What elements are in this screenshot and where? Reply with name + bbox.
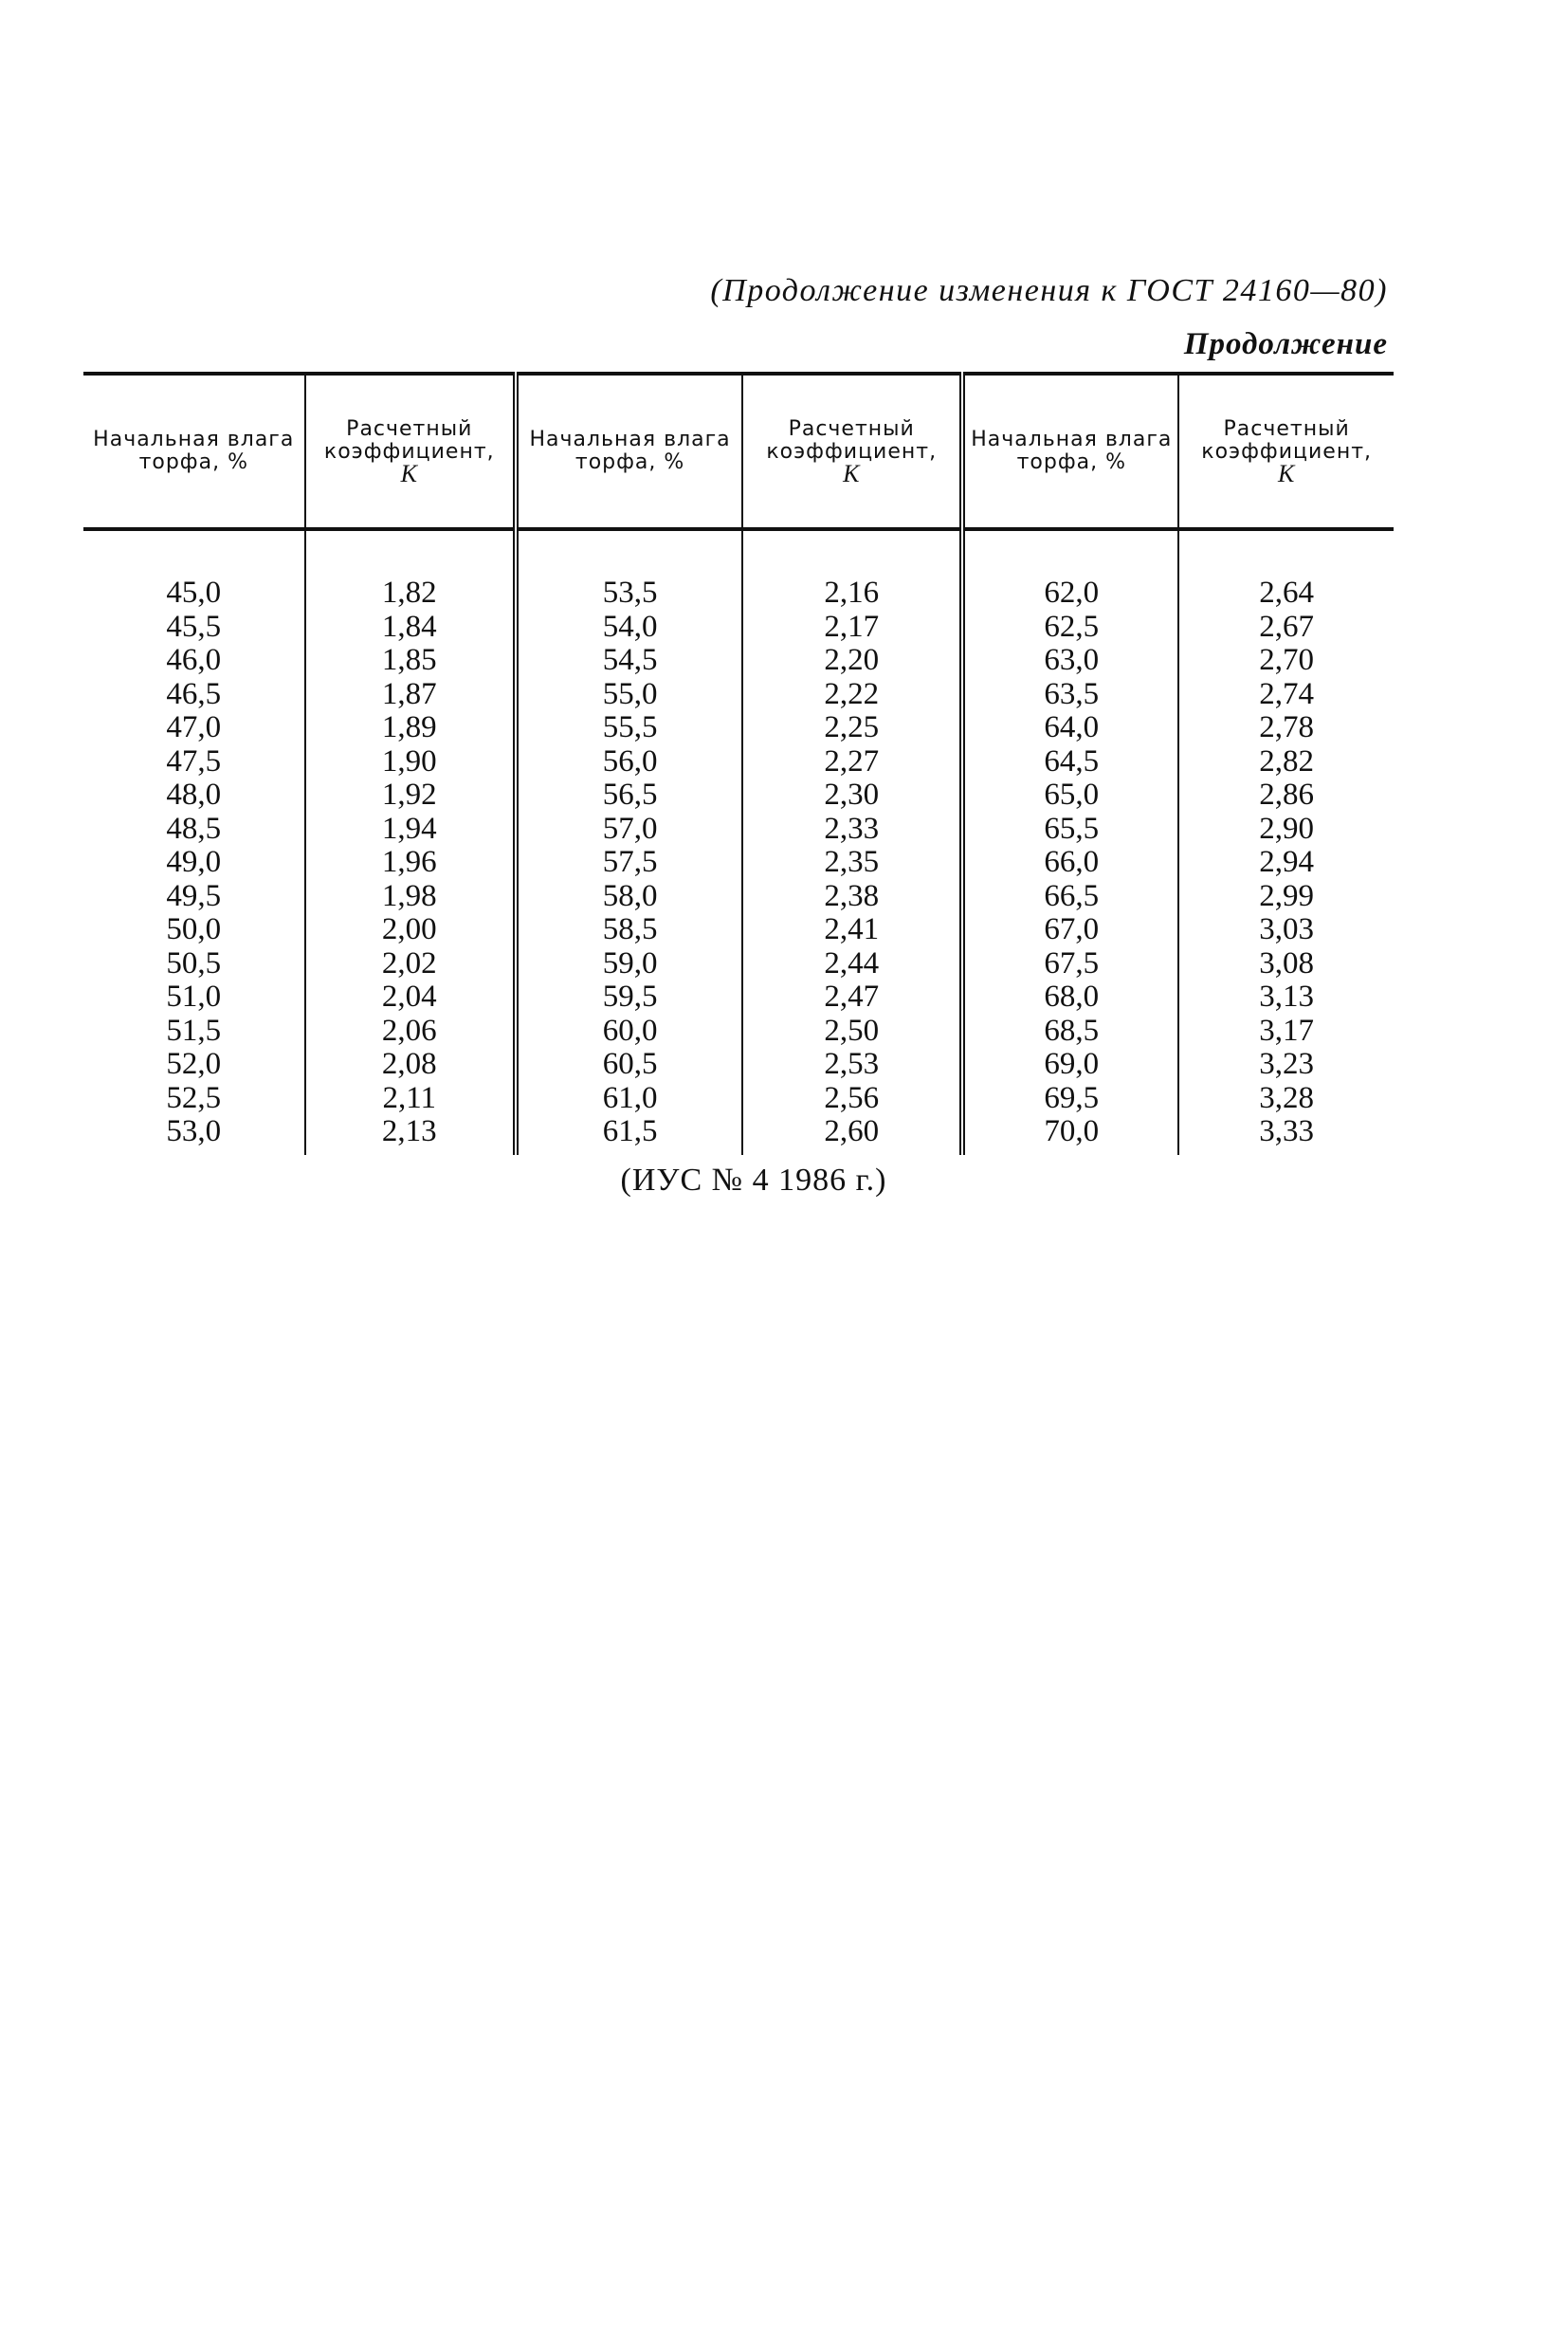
coefficient-symbol: К — [1278, 460, 1296, 487]
table-row — [83, 1115, 1394, 1155]
moisture-cell: 62,0 — [962, 529, 1178, 611]
moisture-cell: 52,0 — [83, 1048, 305, 1082]
coefficient-cell: 2,04 — [305, 981, 517, 1015]
coefficient-cell: 2,99 — [1259, 878, 1315, 913]
coefficient-cell: 1,87 — [305, 678, 517, 712]
moisture-cell: 58,5 — [516, 913, 742, 947]
moisture-cell: 65,5 — [962, 813, 1178, 847]
coefficient-cell: 2,00 — [305, 913, 517, 947]
coefficient-cell: 2,41 — [742, 913, 962, 947]
coefficient-cell: 2,06 — [305, 1015, 517, 1049]
moisture-cell: 57,5 — [516, 846, 742, 880]
moisture-cell: 46,0 — [83, 644, 305, 678]
coefficient-cell: 2,16 — [742, 529, 962, 611]
moisture-cell: 61,0 — [516, 1082, 742, 1116]
continuation-note: Продолжение — [1183, 327, 1388, 361]
coefficient-cell: 2,22 — [742, 678, 962, 712]
coefficient-cell: 3,17 — [1259, 1013, 1315, 1048]
coefficient-cell: 2,33 — [742, 813, 962, 847]
moisture-cell: 47,0 — [83, 711, 305, 745]
coefficient-cell: 2,70 — [1259, 643, 1315, 677]
column-header-5 — [962, 374, 1178, 529]
moisture-cell: 46,5 — [83, 678, 305, 712]
moisture-cell: 56,5 — [516, 779, 742, 813]
moisture-cell: 69,5 — [962, 1082, 1178, 1116]
coefficient-cell: 1,90 — [305, 745, 517, 779]
table-row — [83, 813, 1394, 847]
table-row — [83, 745, 1394, 779]
coefficient-cell: 2,74 — [1259, 676, 1315, 711]
table-row — [83, 913, 1394, 947]
moisture-cell: 63,5 — [962, 678, 1178, 712]
table-row — [83, 529, 1394, 611]
moisture-cell: 55,5 — [516, 711, 742, 745]
moisture-cell: 45,5 — [83, 611, 305, 645]
footnote: (ИУС № 4 1986 г.) — [620, 1163, 887, 1198]
coefficient-cell: 1,96 — [305, 846, 517, 880]
table-body — [83, 529, 1394, 1155]
moisture-cell: 66,5 — [962, 880, 1178, 914]
coefficient-symbol: К — [843, 460, 861, 487]
moisture-cell: 66,0 — [962, 846, 1178, 880]
moisture-cell: 69,0 — [962, 1048, 1178, 1082]
column-header-6 — [1178, 374, 1394, 529]
coefficient-cell: 2,78 — [1259, 710, 1315, 744]
coefficient-cell: 3,28 — [1259, 1080, 1315, 1115]
moisture-cell: 50,5 — [83, 947, 305, 981]
running-head: (Продолжение изменения к ГОСТ 24160—80) — [710, 273, 1388, 308]
table-row — [83, 880, 1394, 914]
table-row — [83, 678, 1394, 712]
moisture-cell: 64,0 — [962, 711, 1178, 745]
coefficient-cell: 2,08 — [305, 1048, 517, 1082]
coefficient-cell: 2,90 — [1259, 811, 1315, 846]
column-header-label: Расчетный коэффициент, — [1201, 417, 1373, 464]
column-header-4 — [742, 374, 962, 529]
moisture-cell: 60,0 — [516, 1015, 742, 1049]
coefficient-cell: 3,08 — [1259, 945, 1315, 981]
moisture-cell: 68,5 — [962, 1015, 1178, 1049]
coefficient-table — [83, 372, 1394, 1155]
table-row — [83, 947, 1394, 981]
moisture-cell: 51,5 — [83, 1015, 305, 1049]
coefficient-cell: 2,67 — [1259, 609, 1315, 644]
moisture-cell: 47,5 — [83, 745, 305, 779]
column-header-label: Начальная влага торфа, % — [529, 428, 731, 474]
moisture-cell: 50,0 — [83, 913, 305, 947]
moisture-cell: 59,5 — [516, 981, 742, 1015]
coefficient-cell: 2,20 — [742, 644, 962, 678]
moisture-cell: 45,0 — [83, 529, 305, 611]
coefficient-cell: 2,44 — [742, 947, 962, 981]
moisture-cell: 49,5 — [83, 880, 305, 914]
column-header-label: Расчетный коэффициент, — [766, 417, 938, 464]
moisture-cell: 54,5 — [516, 644, 742, 678]
moisture-cell: 67,5 — [962, 947, 1178, 981]
moisture-cell: 54,0 — [516, 611, 742, 645]
table-row — [83, 711, 1394, 745]
coefficient-cell: 2,35 — [742, 846, 962, 880]
coefficient-cell: 1,82 — [305, 529, 517, 611]
coefficient-cell: 1,89 — [305, 711, 517, 745]
column-header-3 — [516, 374, 742, 529]
moisture-cell: 58,0 — [516, 880, 742, 914]
moisture-cell: 49,0 — [83, 846, 305, 880]
coefficient-cell: 1,92 — [305, 779, 517, 813]
moisture-cell: 63,0 — [962, 644, 1178, 678]
moisture-cell: 70,0 — [962, 1115, 1178, 1155]
table-row — [83, 1015, 1394, 1049]
table-row — [83, 846, 1394, 880]
moisture-cell: 60,5 — [516, 1048, 742, 1082]
coefficient-cell: 2,82 — [1259, 743, 1315, 779]
column-header-2 — [305, 374, 517, 529]
coefficient-cell: 3,13 — [1259, 980, 1315, 1014]
moisture-cell: 67,0 — [962, 913, 1178, 947]
moisture-cell: 56,0 — [516, 745, 742, 779]
moisture-cell: 59,0 — [516, 947, 742, 981]
moisture-cell: 53,5 — [516, 529, 742, 611]
coefficient-cell: 2,17 — [742, 611, 962, 645]
coefficient-cell: 2,25 — [742, 711, 962, 745]
coefficient-cell: 2,27 — [742, 745, 962, 779]
table-row — [83, 1048, 1394, 1082]
coefficient-symbol: К — [400, 460, 418, 487]
coefficient-cell: 1,85 — [305, 644, 517, 678]
table-row — [83, 981, 1394, 1015]
moisture-cell: 68,0 — [962, 981, 1178, 1015]
table-row — [83, 779, 1394, 813]
coefficient-cell: 1,98 — [305, 880, 517, 914]
coefficient-cell: 2,53 — [742, 1048, 962, 1082]
coefficient-cell: 2,64 — [1259, 576, 1315, 610]
column-header-1 — [83, 374, 305, 529]
moisture-cell: 61,5 — [516, 1115, 742, 1155]
moisture-cell: 55,0 — [516, 678, 742, 712]
coefficient-cell: 2,50 — [742, 1015, 962, 1049]
moisture-cell: 51,0 — [83, 981, 305, 1015]
coefficient-cell: 2,30 — [742, 779, 962, 813]
table-row — [83, 1082, 1394, 1116]
coefficient-cell: 1,94 — [305, 813, 517, 847]
moisture-cell: 52,5 — [83, 1082, 305, 1116]
coefficient-table-container — [83, 372, 1394, 1155]
coefficient-cell: 2,11 — [305, 1082, 517, 1116]
coefficient-cell: 2,38 — [742, 880, 962, 914]
coefficient-cell: 1,84 — [305, 611, 517, 645]
coefficient-cell: 2,02 — [305, 947, 517, 981]
column-header-label: Начальная влага торфа, % — [971, 428, 1173, 474]
moisture-cell: 48,5 — [83, 813, 305, 847]
moisture-cell: 53,0 — [83, 1115, 305, 1155]
coefficient-cell: 2,13 — [305, 1115, 517, 1155]
moisture-cell: 62,5 — [962, 611, 1178, 645]
coefficient-cell: 3,33 — [1259, 1114, 1315, 1148]
coefficient-cell: 2,60 — [742, 1115, 962, 1155]
coefficient-cell: 2,56 — [742, 1082, 962, 1116]
table-header-row — [83, 374, 1394, 529]
moisture-cell: 48,0 — [83, 779, 305, 813]
moisture-cell: 64,5 — [962, 745, 1178, 779]
moisture-cell: 57,0 — [516, 813, 742, 847]
coefficient-cell: 2,94 — [1259, 845, 1315, 879]
table-row — [83, 611, 1394, 645]
table-row — [83, 644, 1394, 678]
moisture-cell: 65,0 — [962, 779, 1178, 813]
column-header-label: Начальная влага торфа, % — [93, 428, 295, 474]
coefficient-cell: 2,86 — [1259, 778, 1315, 812]
coefficient-cell: 3,23 — [1259, 1047, 1315, 1081]
coefficient-cell: 2,47 — [742, 981, 962, 1015]
column-header-label: Расчетный коэффициент, — [323, 417, 495, 464]
coefficient-cell: 3,03 — [1259, 912, 1315, 946]
